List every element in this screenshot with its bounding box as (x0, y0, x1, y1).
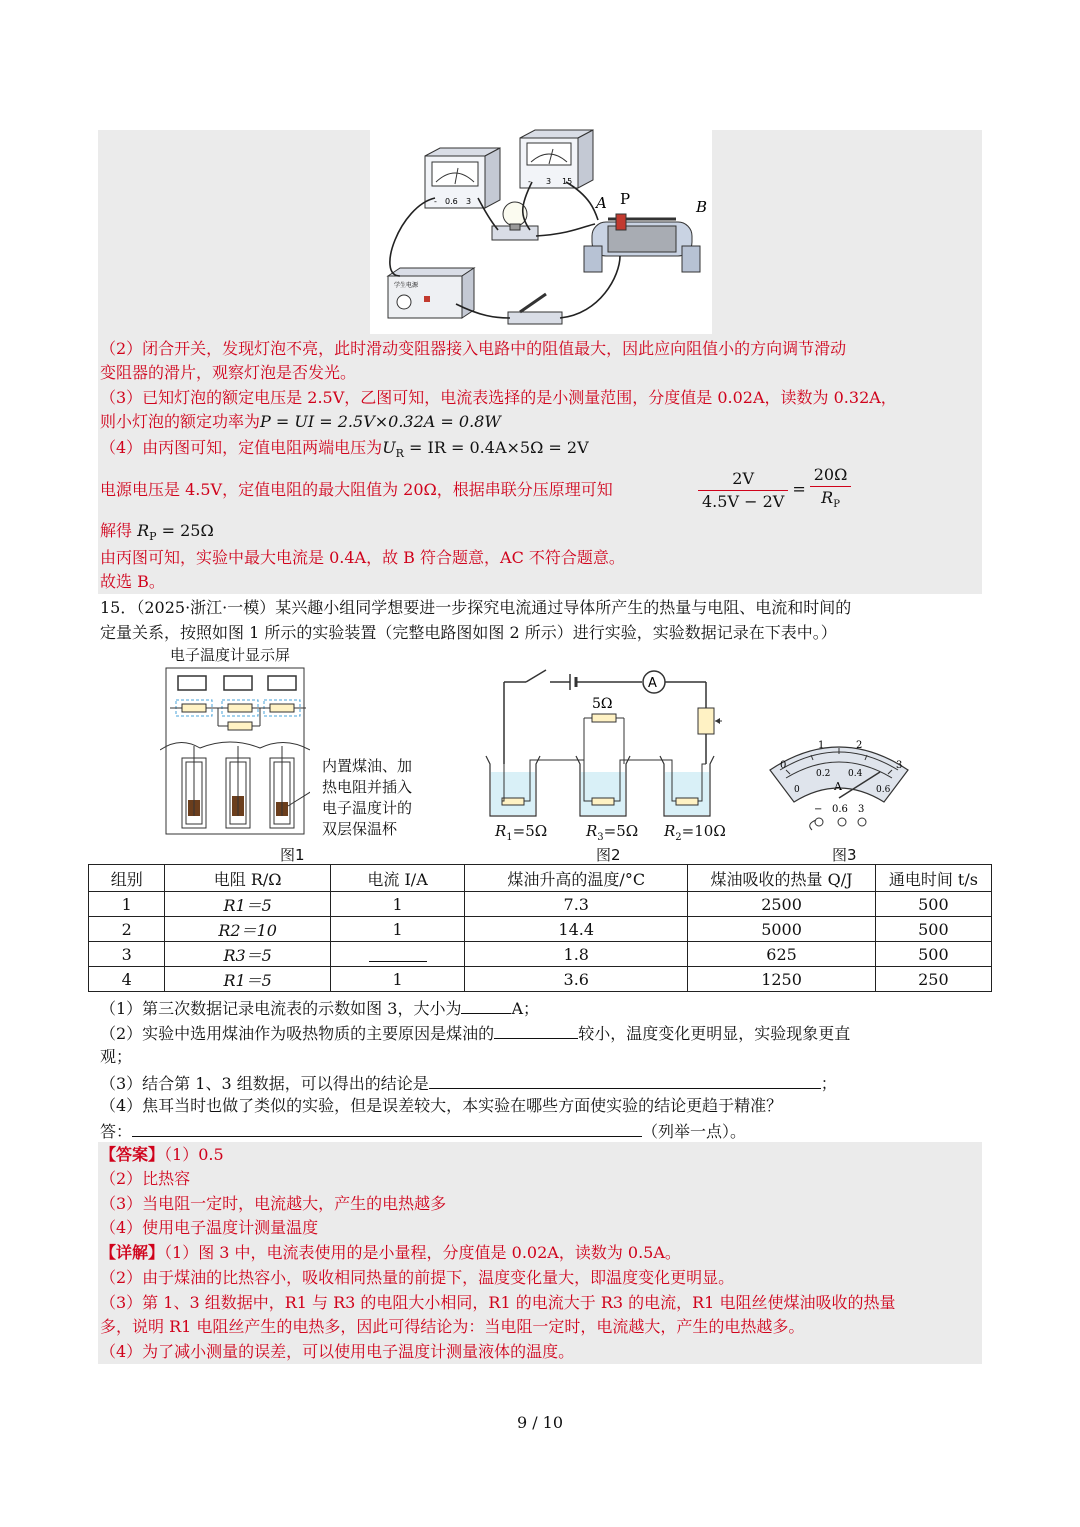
table-cell: R1＝5 (165, 967, 331, 992)
answer-tag-line (100, 1143, 224, 1167)
formula-rest: = 25Ω (156, 521, 214, 540)
subscript: P (149, 530, 157, 544)
rheostat-label-a: A (596, 194, 607, 212)
data-table (88, 864, 992, 992)
fraction-denominator: 4.5V − 2V (702, 491, 785, 511)
answer-4: （4）使用电子温度计测量温度 (100, 1218, 319, 1237)
voltmeter-tick: 15 (562, 177, 573, 186)
voltmeter-tick: - (528, 177, 531, 186)
table-cell: 1 (330, 967, 464, 992)
solution-14-p4-line2 (100, 478, 613, 502)
symbol: R (664, 822, 676, 840)
subscript: R (395, 447, 404, 461)
table-cell: 14.4 (465, 917, 688, 942)
dial-unit: A (834, 780, 842, 793)
dial-tick-lower: 0.4 (848, 769, 863, 779)
question-15-3 (100, 1070, 837, 1096)
subscript: 3 (597, 832, 604, 843)
table-header: 煤油升高的温度/°C (465, 865, 688, 892)
table-header: 电流 I/A (330, 865, 464, 892)
table-cell: 1.8 (465, 942, 688, 967)
table-row (89, 917, 992, 942)
question-15-2-cont: 观； (100, 1047, 133, 1066)
table-cell: 1 (330, 917, 464, 942)
detail-tag: 【详解】 (100, 1243, 165, 1262)
ammeter-device (425, 148, 500, 208)
value: =10Ω (681, 822, 726, 840)
table-cell: R1＝5 (165, 892, 331, 917)
answer-blank (494, 1020, 578, 1039)
table-cell: 1 (330, 892, 464, 917)
ammeter-tick: - (434, 197, 437, 206)
fig2-r2-label (664, 822, 726, 843)
fig1-top-label: 电子温度计显示屏 (170, 646, 291, 664)
detail-3-line1: （3）第 1、3 组数据中，R1 与 R3 的电阻大小相同，R1 的电流大于 R3 的电流，R1 电阻丝使煤油吸收的热量 (100, 1293, 896, 1312)
fig1-side-label-line: 热电阻并插入 (322, 778, 413, 796)
table-cell: R2＝10 (165, 917, 331, 942)
table-cell: 7.3 (465, 892, 688, 917)
figure-1-apparatus (160, 666, 310, 836)
table-cell: 4 (89, 967, 165, 992)
table-cell: 2500 (688, 892, 876, 917)
fig2-r1-label (495, 822, 547, 843)
circuit-photo-figure (370, 126, 712, 334)
figure-3-ammeter-dial (764, 730, 914, 840)
power-formula: P = UI = 2.5V×0.32A = 0.8W (260, 412, 501, 431)
answer-blank (429, 1070, 821, 1089)
detail-1 (100, 1241, 681, 1265)
dial-tick-upper: 2 (856, 740, 863, 751)
table-cell: 500 (875, 942, 991, 967)
fig2-caption: 图2 (596, 846, 621, 864)
symbol: R (137, 521, 150, 540)
symbol: U (382, 438, 396, 457)
text: 则小灯泡的额定功率为 (100, 412, 261, 431)
dial-tick-upper: 0 (780, 760, 787, 771)
fig3-caption: 图3 (832, 846, 857, 864)
table-header-row (89, 865, 992, 892)
page-number: 9 / 10 (516, 1413, 564, 1432)
table-cell: R3＝5 (165, 942, 331, 967)
solution-14-p4-line5: 故选 B。 (100, 572, 165, 591)
parallel-resistor-label: 5Ω (592, 696, 613, 712)
text: （1）图 3 中，电流表使用的是小量程，分度值是 0.02A，读数为 0.5A。 (164, 1243, 681, 1262)
figure-2-circuit (484, 664, 734, 844)
dial-terminal: 3 (858, 804, 865, 815)
symbol: R (586, 822, 598, 840)
question-15-4: （4）焦耳当时也做了类似的实验，但是误差较大，本实验在哪些方面使实验的结论更趋于精准？ (100, 1096, 783, 1115)
question-15-line1: 15．（2025·浙江·一模）某兴趣小组同学想要进一步探究电流通过导体所产生的热量与电阻、电流和时间的 (100, 598, 852, 617)
ratio-equation (694, 464, 855, 516)
formula-rest: = IR = 0.4A×5Ω = 2V (403, 438, 589, 457)
table-cell: 5000 (688, 917, 876, 942)
fig1-side-label-line: 电子温度计的 (322, 799, 413, 817)
fraction-denominator (810, 487, 852, 516)
question-15-4-answer-line (100, 1118, 746, 1144)
ammeter-tick: 0.6 (445, 197, 458, 206)
fig1-side-label-line: 内置煤油、加 (322, 757, 413, 775)
fraction-numerator: 2V (698, 468, 788, 491)
question-15-1 (100, 995, 539, 1021)
dial-terminal: − (814, 804, 823, 815)
solution-14-p2-line2: 变阻器的滑片，观察灯泡是否发光。 (100, 363, 357, 382)
table-row (89, 942, 992, 967)
table-header: 组别 (89, 865, 165, 892)
text: （3）结合第 1、3 组数据，可以得出的结论是 (100, 1074, 429, 1093)
symbol: R (495, 822, 507, 840)
solution-14-p4-line3 (100, 519, 214, 549)
symbol: R (821, 488, 834, 507)
fig1-caption: 图1 (280, 846, 305, 864)
fig1-side-label (322, 756, 412, 840)
text: ； (820, 1074, 837, 1093)
table-cell: 625 (688, 942, 876, 967)
power-supply-device (388, 268, 474, 318)
solution-14-p3-line2 (100, 410, 501, 434)
table-row (89, 967, 992, 992)
answer-3: （3）当电阻一定时，电流越大，产生的电热越多 (100, 1194, 447, 1213)
voltmeter-tick: 3 (546, 177, 552, 186)
table-cell: 2 (89, 917, 165, 942)
table-header: 通电时间 t/s (875, 865, 991, 892)
fraction-numerator: 20Ω (810, 464, 852, 487)
table-cell: 3.6 (465, 967, 688, 992)
equals-sign: = (792, 479, 806, 499)
dial-tick-upper: 3 (896, 760, 903, 771)
answer-tag: 【答案】 (100, 1145, 165, 1164)
ammeter-symbol: A (648, 676, 657, 691)
answer-2: （2）比热容 (100, 1169, 191, 1188)
answer-blank (132, 1118, 642, 1137)
question-15-line2: 定量关系，按照如图 1 所示的实验装置（完整电路图如图 2 所示）进行实验，实验数据记录在下表中。） (100, 623, 837, 642)
table-cell: 500 (875, 917, 991, 942)
dial-tick-lower: 0.6 (876, 785, 891, 795)
text: A； (511, 999, 540, 1018)
rheostat-label-b: B (696, 198, 708, 216)
table-cell: 500 (875, 892, 991, 917)
dial-tick-lower: 0.2 (816, 769, 831, 779)
solution-14-p4-line1 (100, 436, 589, 466)
power-supply-label: 学生电源 (394, 282, 419, 289)
text: 解得 (100, 521, 138, 540)
text: 答： (100, 1122, 133, 1141)
table-cell: 250 (875, 967, 991, 992)
dial-terminal: 0.6 (832, 804, 848, 815)
table-cell: 1 (89, 892, 165, 917)
subscript: 2 (675, 832, 682, 843)
table-row (89, 892, 992, 917)
voltmeter-device (520, 130, 593, 188)
solution-14-p4-line4: 由丙图可知，实验中最大电流是 0.4A，故 B 符合题意，AC 不符合题意。 (100, 548, 625, 567)
answer-blank (369, 943, 427, 962)
text: 电源电压是 4.5V，定值电阻的最大阻值为 20Ω，根据串联分压原理可知 (100, 480, 613, 499)
subscript: P (833, 499, 840, 511)
answer-blank (461, 995, 511, 1014)
fig2-r3-label (586, 822, 638, 843)
text: （2）实验中选用煤油作为吸热物质的主要原因是煤油的 (100, 1024, 495, 1043)
solution-14-p2-line1: （2）闭合开关，发现灯泡不亮，此时滑动变阻器接入电路中的阻值最大，因此应向阻值小的方向调节滑动 (100, 339, 847, 358)
table-cell-blank (330, 942, 464, 967)
ammeter-tick: 3 (466, 197, 472, 206)
value: =5Ω (512, 822, 548, 840)
dial-tick-lower: 0 (794, 785, 800, 795)
text: （1）第三次数据记录电流表的示数如图 3，大小为 (100, 999, 462, 1018)
text: 较小，温度变化更明显，实验现象更直 (578, 1024, 851, 1043)
table-cell: 1250 (688, 967, 876, 992)
table-header: 电阻 R/Ω (165, 865, 331, 892)
table-cell: 3 (89, 942, 165, 967)
text: （列举一点）。 (642, 1122, 747, 1141)
detail-3-line2: 多，说明 R1 电阻丝产生的电热多，因此可得结论为：当电阻一定时，电流越大，产生的电热越多。 (100, 1317, 805, 1336)
detail-4: （4）为了减小测量的误差，可以使用电子温度计测量液体的温度。 (100, 1342, 575, 1361)
dial-tick-upper: 1 (818, 740, 825, 751)
value: =5Ω (603, 822, 639, 840)
text: （1）0.5 (164, 1145, 224, 1164)
fig1-side-label-line: 双层保温杯 (322, 820, 398, 838)
detail-2: （2）由于煤油的比热容小，吸收相同热量的前提下，温度变化量大，即温度变化更明显。 (100, 1268, 735, 1287)
subscript: 1 (506, 832, 513, 843)
solution-14-p3-line1: （3）已知灯泡的额定电压是 2.5V，乙图可知，电流表选择的是小测量范围，分度值是 0.02A，读数为 0.32A， (100, 388, 897, 407)
table-header: 煤油吸收的热量 Q/J (688, 865, 876, 892)
text: （4）由丙图可知，定值电阻两端电压为 (100, 438, 383, 457)
rheostat-label-p: P (620, 190, 631, 208)
question-15-2 (100, 1020, 850, 1046)
